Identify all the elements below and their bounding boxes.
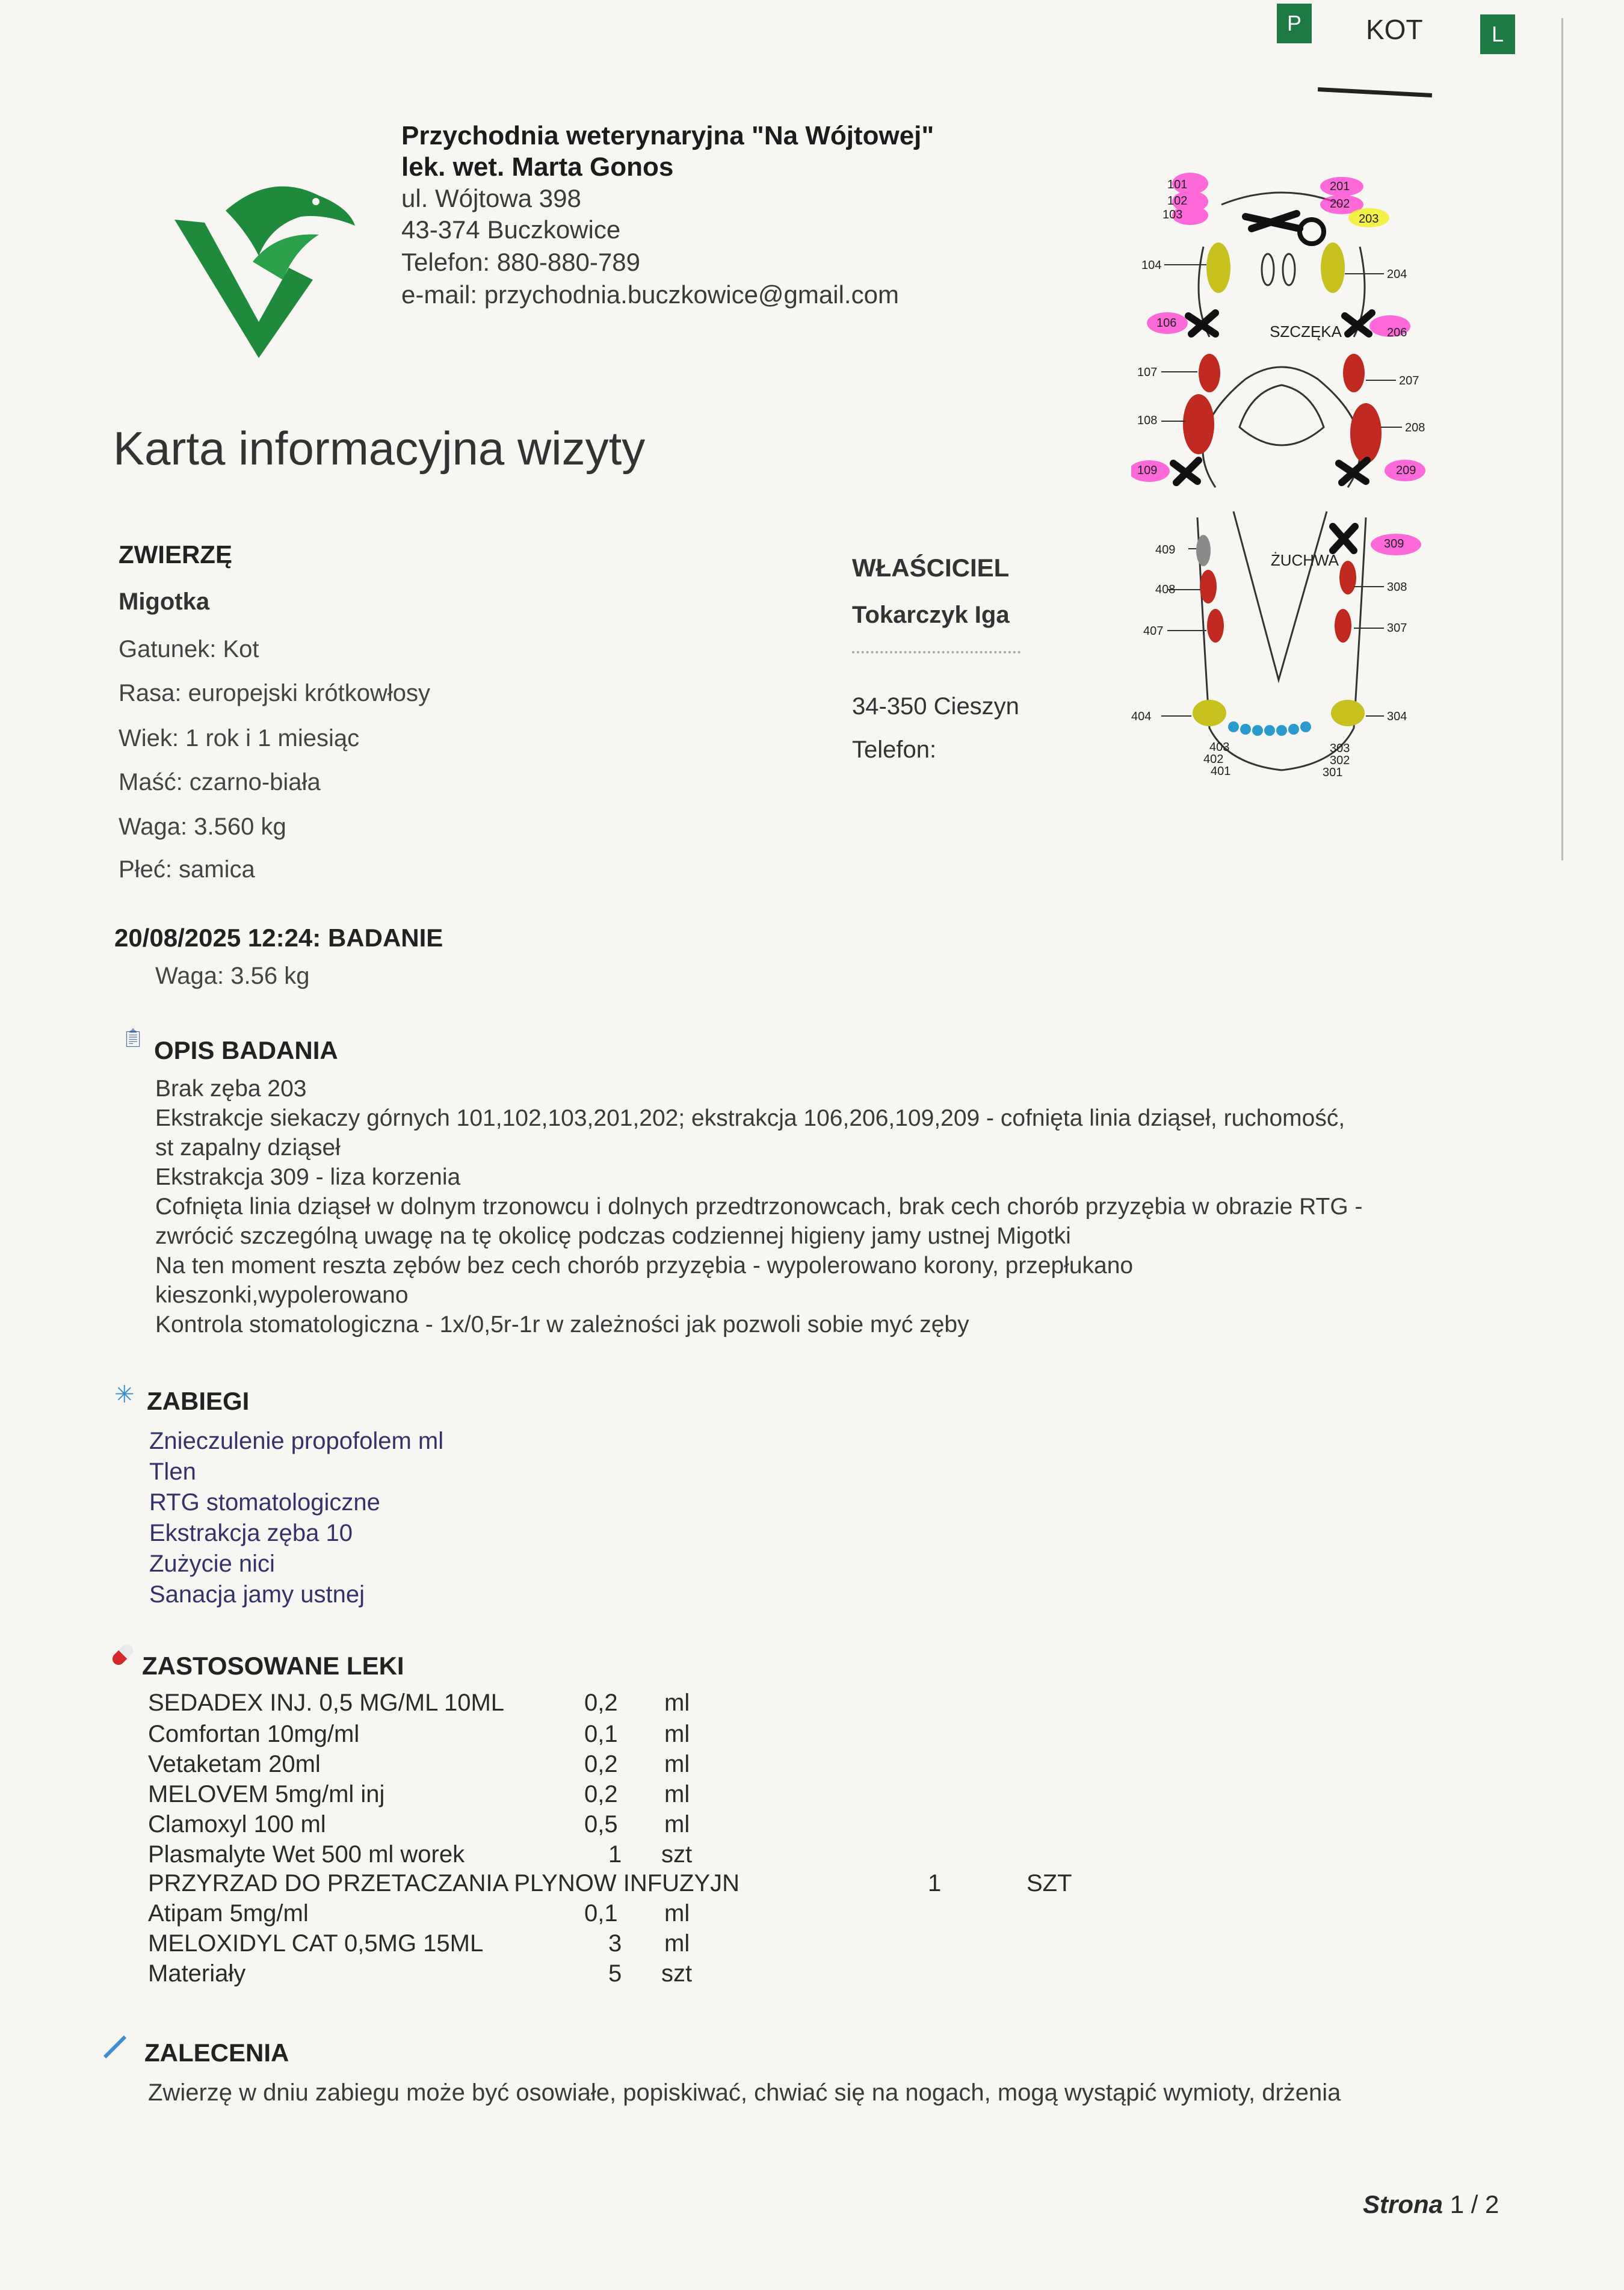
tooth-label: 303 [1330,742,1350,755]
clinic-phone: Telefon: 880-880-789 [401,248,640,276]
owner-phone: Telefon: [852,736,937,763]
tooth-label: 209 [1396,464,1416,477]
tooth-label: 106 [1156,316,1177,330]
medication-row: Atipam 5mg/ml 0,1 ml [148,1900,690,1927]
tooth-label: 301 [1323,766,1343,779]
animal-color: Maść: czarno-biała [119,769,321,795]
tooth-label: 408 [1155,583,1176,596]
page-number: Strona 1 / 2 [1363,2190,1499,2218]
tooth-label: 201 [1330,180,1350,193]
lower-jaw-label: ŻUCHWA [1270,551,1339,569]
description-line: Cofnięta linia dziąseł w dolnym trzonowcu i dolnych przedtrzonowcach, brak cech chorób przyzębia w obrazie RTG - [155,1194,1363,1220]
medication-row: Vetaketam 20ml 0,2 ml [148,1751,690,1777]
clipboard-icon: 📋︎ [122,1028,145,1048]
tooth-label: 208 [1405,421,1425,434]
procedure-item: Ekstrakcja zęba 10 [149,1520,353,1546]
tooth-label: 401 [1211,765,1231,778]
tooth-label: 102 [1167,194,1188,208]
tooth-label: 109 [1137,464,1158,477]
animal-name: Migotka [119,588,210,615]
owner-name: Tokarczyk Iga [852,602,1010,628]
procedure-item: Znieczulenie propofolem ml [149,1428,444,1454]
description-line: Na ten moment reszta zębów bez cech chorób przyzębia - wypolerowano korony, przepłukano [155,1253,1134,1279]
tooth-label: 407 [1143,625,1164,638]
description-line: Brak zęba 203 [155,1076,307,1102]
procedure-item: Sanacja jamy ustnej [149,1581,365,1608]
tooth-label: 409 [1155,543,1176,557]
medication-row: Materiały 5 szt [148,1960,693,1987]
visit-weight: Waga: 3.56 kg [155,963,310,989]
pencil-icon [103,2035,126,2058]
procedure-item: RTG stomatologiczne [149,1489,380,1516]
tooth-label: 403 [1209,741,1230,754]
tooth-label: 206 [1387,326,1407,339]
p-badge: P [1277,4,1312,43]
tooth-label: 108 [1137,414,1158,427]
medication-row: Clamoxyl 100 ml 0,5 ml [148,1811,690,1838]
animal-sex: Płeć: samica [119,856,255,883]
animal-header: ZWIERZĘ [119,540,232,569]
description-line: Ekstrakcja 309 - liza korzenia [155,1164,461,1190]
description-line: Kontrola stomatologiczna - 1x/0,5r-1r w zależności jak pozwoli sobie myć zęby [155,1312,969,1338]
medication-row: Comfortan 10mg/ml 0,1 ml [148,1721,690,1747]
animal-breed: Rasa: europejski krótkowłosy [119,680,430,706]
kot-label: KOT [1366,14,1423,45]
tooth-label: 104 [1141,259,1162,272]
procedures-icon: ✳ [114,1381,135,1408]
procedures-header: ZABIEGI [147,1387,250,1415]
tooth-label: 307 [1387,622,1407,635]
medication-row: MELOVEM 5mg/ml inj 0,2 ml [148,1781,690,1807]
animal-species: Gatunek: Kot [119,636,259,662]
medication-row: MELOXIDYL CAT 0,5MG 15ML 3 ml [148,1930,690,1957]
medication-row: SEDADEX INJ. 0,5 MG/ML 10ML 0,2 ml [148,1690,690,1716]
visit-header: 20/08/2025 12:24: BADANIE [114,924,443,952]
animal-weight: Waga: 3.560 kg [119,813,286,840]
tooth-label: 107 [1137,366,1158,379]
procedures-list [149,1426,443,1610]
animal-age: Wiek: 1 rok i 1 miesiąc [119,725,360,752]
page-title: Karta informacyjna wizyty [113,422,646,475]
redacted-address [852,651,1020,656]
owner-header: WŁAŚCICIEL [852,554,1010,582]
clinic-street: ul. Wójtowa 398 [401,184,581,212]
tooth-label: 103 [1162,208,1183,221]
tooth-label: 309 [1384,537,1404,551]
pen-stroke [1318,87,1432,97]
tooth-label: 202 [1330,197,1350,211]
upper-jaw-label: SZCZĘKA [1270,323,1342,341]
tooth-label: 302 [1330,754,1350,767]
tooth-label: 204 [1387,268,1407,281]
procedure-item: Tlen [149,1458,196,1485]
description-body [155,1074,1557,1339]
page-edge [1561,18,1563,860]
procedure-item: Zużycie nici [149,1551,275,1577]
tooth-label: 402 [1203,753,1224,766]
clinic-logo [168,159,361,370]
tooth-label: 101 [1167,178,1188,191]
description-line: kieszonki,wypolerowano [155,1282,409,1308]
description-header: OPIS BADANIA [154,1036,338,1064]
clinic-name: Przychodnia weterynaryjna "Na Wójtowej" [401,121,934,150]
dental-chart [1131,150,1576,854]
description-line: zwrócić szczególną uwagę na tę okolicę podczas codziennej higieny jamy ustnej Migotki [155,1223,1071,1249]
medications-header: ZASTOSOWANE LEKI [142,1652,404,1680]
doctor-name: lek. wet. Marta Gonos [401,152,674,182]
clinic-email: e-mail: przychodnia.buczkowice@gmail.com [401,280,899,309]
tooth-label: 404 [1131,710,1152,723]
medication-row: PRZYRZAD DO PRZETACZANIA PLYNOW INFUZYJN 1 SZT [148,1870,1072,1897]
tooth-label: 308 [1387,581,1407,594]
tooth-label: 207 [1399,374,1419,387]
tooth-label: 203 [1359,212,1379,226]
recommendations-text: Zwierzę w dniu zabiegu może być osowiałe, popiskiwać, chwiać się na nogach, mogą wystąpić wymioty, drżenia [148,2079,1341,2106]
tooth-label: 304 [1387,710,1407,723]
recommendations-header: ZALECENIA [144,2038,289,2067]
l-badge: L [1480,14,1515,54]
description-line: Ekstrakcje siekaczy górnych 101,102,103,201,202; ekstrakcja 106,206,109,209 - cofnięta linia dziąseł, ruchomość, [155,1105,1345,1131]
description-line: st zapalny dziąseł [155,1135,341,1161]
pill-icon [110,1642,135,1667]
clinic-city: 43-374 Buczkowice [401,215,621,244]
medication-row: Plasmalyte Wet 500 ml worek 1 szt [148,1841,693,1868]
owner-city: 34-350 Cieszyn [852,693,1019,720]
